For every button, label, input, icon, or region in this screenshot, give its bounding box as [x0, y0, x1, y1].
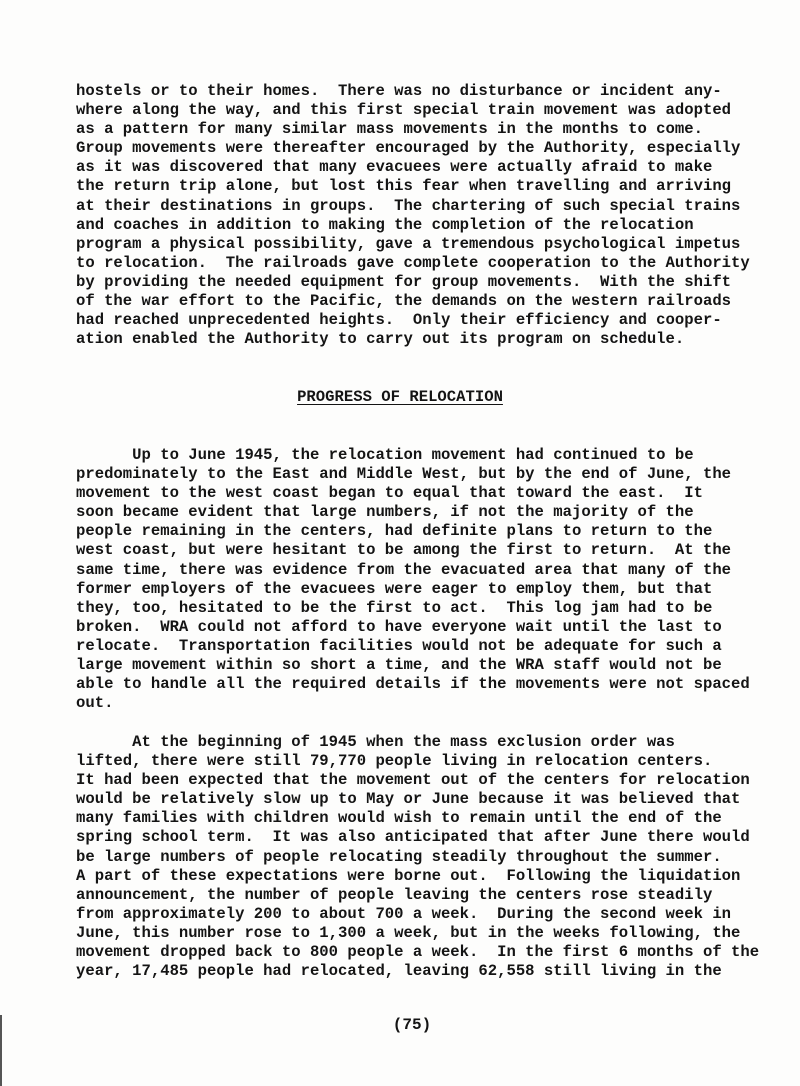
- text-line: at their destinations in groups. The chartering of such special trains: [76, 196, 741, 215]
- text-line: It had been expected that the movement out of the centers for relocation: [76, 771, 750, 790]
- page-number: (75): [392, 1016, 432, 1034]
- text-line: people remaining in the centers, had definite plans to return to the: [76, 522, 713, 541]
- text-line: predominately to the East and Middle West, but by the end of June, the: [76, 465, 732, 484]
- text-line: had reached unprecedented heights. Only their efficiency and cooper-: [76, 311, 722, 330]
- text-line: to relocation. The railroads gave complete cooperation to the Authority: [76, 253, 750, 272]
- text-line: would be relatively slow up to May or June because it was believed that: [76, 790, 741, 809]
- text-line: Group movements were thereafter encouraged by the Authority, especially: [76, 139, 741, 158]
- text-line: from approximately 200 to about 700 a week. During the second week in: [76, 904, 732, 923]
- text-line: June, this number rose to 1,300 a week, but in the weeks following, the: [76, 923, 741, 942]
- text-line: they, too, hesitated to be the first to act. This log jam had to be: [76, 598, 713, 617]
- text-line: broken. WRA could not afford to have everyone wait until the last to: [76, 617, 722, 636]
- text-line: Up to June 1945, the relocation movement had continued to be: [76, 446, 694, 464]
- text-line: out.: [76, 694, 114, 713]
- section-heading: PROGRESS OF RELOCATION: [297, 388, 503, 406]
- text-line: lifted, there were still 79,770 people living in relocation centers.: [76, 752, 713, 771]
- text-line: west coast, but were hesitant to be among the first to return. At the: [76, 541, 732, 560]
- text-line: be large numbers of people relocating steadily throughout the summer.: [76, 847, 722, 866]
- text-line: ation enabled the Authority to carry out its program on schedule.: [76, 330, 685, 349]
- text-line: where along the way, and this first special train movement was adopted: [76, 101, 732, 120]
- paragraph-group-movements: [76, 82, 766, 349]
- text-line: former employers of the evacuees were eager to employ them, but that: [76, 579, 713, 598]
- paragraph-west-coast-movement: [76, 446, 766, 713]
- text-line: able to handle all the required details if the movements were not spaced: [76, 675, 750, 694]
- text-line: and coaches in addition to making the completion of the relocation: [76, 215, 694, 234]
- text-line: many families with children would wish to remain until the end of the: [76, 809, 722, 828]
- text-line: as a pattern for many similar mass movements in the months to come.: [76, 120, 703, 139]
- text-line: same time, there was evidence from the evacuated area that many of the: [76, 560, 732, 579]
- text-line: year, 17,485 people had relocated, leaving 62,558 still living in the: [76, 962, 722, 981]
- text-line: hostels or to their homes. There was no disturbance or incident any-: [76, 82, 722, 100]
- text-line: relocate. Transportation facilities would not be adequate for such a: [76, 636, 722, 655]
- text-line: as it was discovered that many evacuees were actually afraid to make: [76, 158, 713, 177]
- text-line: large movement within so short a time, and the WRA staff would not be: [76, 656, 722, 675]
- text-line: A part of these expectations were borne out. Following the liquidation: [76, 866, 741, 885]
- text-line: announcement, the number of people leaving the centers rose steadily: [76, 885, 713, 904]
- text-line: program a physical possibility, gave a tremendous psychological impetus: [76, 234, 741, 253]
- text-line: soon became evident that large numbers, if not the majority of the: [76, 503, 694, 522]
- text-line: of the war effort to the Pacific, the demands on the western railroads: [76, 292, 732, 311]
- text-line: the return trip alone, but lost this fear when travelling and arriving: [76, 177, 732, 196]
- text-line: by providing the needed equipment for group movements. With the shift: [76, 272, 732, 291]
- text-line: movement to the west coast began to equal that toward the east. It: [76, 484, 703, 503]
- text-line: spring school term. It was also anticipated that after June there would: [76, 828, 750, 847]
- paragraph-exclusion-order: [76, 733, 766, 981]
- text-line: At the beginning of 1945 when the mass exclusion order was: [76, 733, 675, 751]
- text-line: movement dropped back to 800 people a week. In the first 6 months of the: [76, 943, 760, 962]
- scan-edge-mark: [0, 1015, 2, 1086]
